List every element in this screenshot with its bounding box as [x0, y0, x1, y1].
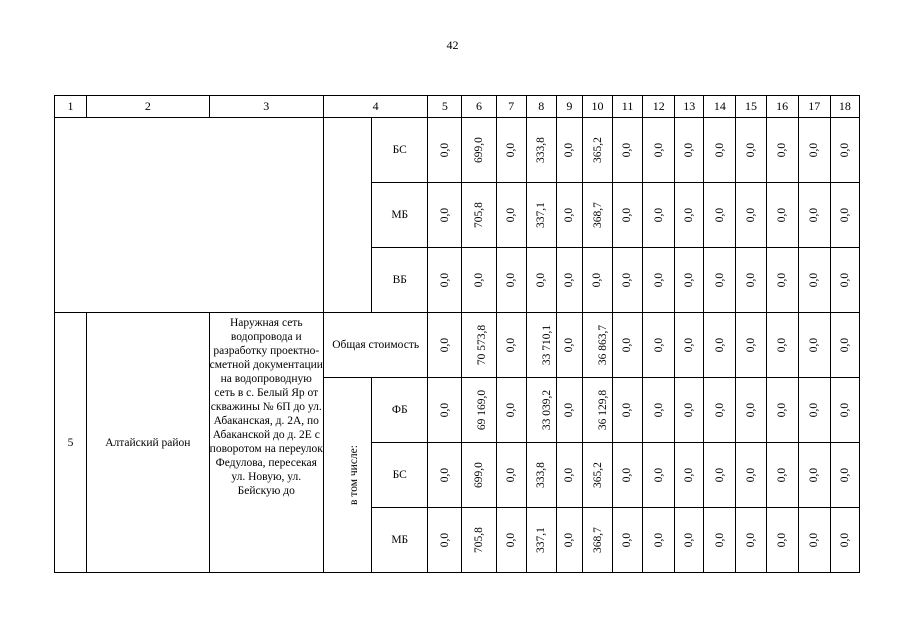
value-cell [643, 248, 675, 313]
value-cell [766, 313, 798, 378]
value-cell [526, 183, 556, 248]
item-number: 5 [55, 313, 87, 573]
value-cell [736, 508, 766, 573]
row-label: БС [372, 118, 428, 183]
cell-value: 0,0 [683, 272, 696, 288]
value-cell [556, 378, 582, 443]
value-cell [526, 313, 556, 378]
cell-value: 0,0 [652, 467, 665, 483]
header-cell: 3 [209, 96, 323, 118]
value-cell [526, 118, 556, 183]
cell-value: 0,0 [745, 467, 757, 483]
value-cell [526, 378, 556, 443]
cell-value: 0,0 [808, 402, 821, 418]
value-cell [675, 508, 704, 573]
cell-value: 0,0 [683, 207, 696, 223]
cell-value: 0,0 [621, 142, 634, 158]
row-label: ВБ [372, 248, 428, 313]
cell-value: 0,0 [838, 142, 851, 158]
value-cell [496, 313, 526, 378]
cell-value: 0,0 [505, 532, 518, 548]
cell-value: 0,0 [808, 142, 821, 158]
value-cell [798, 248, 830, 313]
value-cell [613, 248, 643, 313]
cell-value: 699,0 [473, 137, 486, 163]
value-cell [830, 443, 859, 508]
value-cell [798, 183, 830, 248]
row-label: БС [372, 443, 428, 508]
header-cell: 11 [613, 96, 643, 118]
district-name: Алтайский район [87, 313, 209, 573]
cell-value: 0,0 [505, 272, 518, 288]
cell-value: 368,7 [591, 202, 604, 228]
cell-value: 0,0 [683, 337, 696, 353]
value-cell [798, 378, 830, 443]
value-cell [496, 443, 526, 508]
cell-value: 0,0 [808, 532, 821, 548]
cell-value: 0,0 [713, 272, 726, 288]
value-cell [556, 313, 582, 378]
value-cell [675, 378, 704, 443]
value-cell [613, 313, 643, 378]
cell-value: 0,0 [776, 337, 789, 353]
value-cell [428, 183, 462, 248]
blank-cell [323, 118, 371, 313]
cell-value: 36 863,7 [597, 324, 610, 366]
value-cell [613, 443, 643, 508]
cell-value: 0,0 [808, 207, 821, 223]
cell-value: 0,0 [438, 402, 451, 418]
cell-value: 0,0 [776, 207, 789, 223]
value-cell [582, 443, 612, 508]
cell-value: 0,0 [713, 337, 726, 353]
value-cell [526, 508, 556, 573]
value-cell [582, 508, 612, 573]
value-cell [766, 378, 798, 443]
cell-value: 33 039,2 [540, 389, 553, 431]
cell-value: 0,0 [808, 272, 821, 288]
header-cell: 8 [526, 96, 556, 118]
cell-value: 0,0 [713, 402, 726, 418]
cell-value: 0,0 [683, 467, 696, 483]
value-cell [675, 118, 704, 183]
cell-value: 0,0 [776, 272, 789, 288]
value-cell [736, 378, 766, 443]
value-cell [556, 183, 582, 248]
cell-value: 0,0 [563, 402, 576, 418]
value-cell [798, 508, 830, 573]
value-cell [766, 443, 798, 508]
value-cell [428, 118, 462, 183]
cell-value: 0,0 [563, 467, 576, 483]
value-cell [613, 183, 643, 248]
value-cell [643, 508, 675, 573]
value-cell [462, 378, 496, 443]
value-cell [675, 313, 704, 378]
value-cell [462, 118, 496, 183]
cell-value: 705,8 [473, 202, 486, 228]
cell-value: 0,0 [683, 142, 696, 158]
cell-value: 0,0 [745, 142, 757, 158]
cell-value: 0,0 [438, 207, 451, 223]
cell-value: 0,0 [563, 532, 576, 548]
value-cell [798, 313, 830, 378]
value-cell [428, 313, 462, 378]
cell-value: 0,0 [745, 532, 757, 548]
value-cell [526, 443, 556, 508]
cell-value: 0,0 [563, 142, 576, 158]
cell-value: 0,0 [838, 532, 851, 548]
value-cell [736, 443, 766, 508]
cell-value: 0,0 [838, 272, 851, 288]
header-cell: 2 [87, 96, 209, 118]
cell-value: 0,0 [838, 337, 851, 353]
cell-value: 0,0 [621, 532, 634, 548]
row-label: МБ [372, 183, 428, 248]
value-cell [766, 183, 798, 248]
cell-value: 0,0 [838, 207, 851, 223]
value-cell [613, 118, 643, 183]
cell-value: 333,8 [535, 137, 548, 163]
cell-value: 0,0 [776, 402, 789, 418]
cell-value: 0,0 [713, 142, 726, 158]
cell-value: 0,0 [563, 272, 576, 288]
page-number: 42 [446, 38, 459, 52]
value-cell [526, 248, 556, 313]
cell-value: 0,0 [776, 142, 789, 158]
header-cell: 12 [643, 96, 675, 118]
value-cell [675, 183, 704, 248]
cell-value: 0,0 [438, 142, 451, 158]
value-cell [643, 183, 675, 248]
row-label: Общая стоимость [323, 313, 427, 378]
value-cell [428, 248, 462, 313]
value-cell [643, 443, 675, 508]
value-cell [704, 313, 736, 378]
header-cell: 1 [55, 96, 87, 118]
value-cell [556, 443, 582, 508]
cell-value: 365,2 [591, 137, 604, 163]
cell-value: 0,0 [652, 272, 665, 288]
value-cell [798, 118, 830, 183]
cell-value: 0,0 [713, 467, 726, 483]
cell-value: 0,0 [563, 337, 576, 353]
header-cell: 10 [582, 96, 612, 118]
value-cell [704, 508, 736, 573]
cell-value: 0,0 [713, 532, 726, 548]
value-cell [830, 118, 859, 183]
header-cell: 16 [766, 96, 798, 118]
value-cell [675, 248, 704, 313]
value-cell [462, 508, 496, 573]
cell-value: 0,0 [505, 207, 518, 223]
cell-value: 0,0 [745, 272, 757, 288]
cell-value: 0,0 [438, 467, 451, 483]
cell-value: 0,0 [505, 337, 518, 353]
value-cell [428, 508, 462, 573]
value-cell [462, 248, 496, 313]
value-cell [675, 443, 704, 508]
cell-value: 0,0 [473, 272, 486, 288]
value-cell [496, 248, 526, 313]
cell-value: 365,2 [591, 462, 604, 488]
value-cell [582, 183, 612, 248]
cell-value: 0,0 [505, 467, 518, 483]
cell-value: 0,0 [652, 337, 665, 353]
value-cell [556, 118, 582, 183]
header-cell: 7 [496, 96, 526, 118]
header-cell: 14 [704, 96, 736, 118]
row-label: ФБ [372, 378, 428, 443]
cell-value: 0,0 [438, 272, 451, 288]
header-cell: 13 [675, 96, 704, 118]
header-cell: 17 [798, 96, 830, 118]
cell-value: 0,0 [621, 207, 634, 223]
value-cell [766, 248, 798, 313]
value-cell [613, 378, 643, 443]
value-cell [830, 183, 859, 248]
value-cell [496, 508, 526, 573]
cell-value: 0,0 [745, 402, 757, 418]
cell-value: 0,0 [438, 337, 451, 353]
value-cell [496, 378, 526, 443]
cell-value: 0,0 [438, 532, 451, 548]
value-cell [582, 378, 612, 443]
cell-value: 0,0 [505, 402, 518, 418]
cell-value: 0,0 [808, 467, 821, 483]
cell-value: 0,0 [683, 532, 696, 548]
cell-value: 337,1 [535, 527, 548, 553]
header-row [55, 96, 860, 118]
cell-value: 0,0 [776, 467, 789, 483]
cell-value: 337,1 [535, 202, 548, 228]
cell-value: 0,0 [713, 207, 726, 223]
value-cell [462, 183, 496, 248]
value-cell [704, 248, 736, 313]
header-cell: 5 [428, 96, 462, 118]
cell-value: 0,0 [776, 532, 789, 548]
value-cell [613, 508, 643, 573]
value-cell [736, 118, 766, 183]
value-cell [766, 118, 798, 183]
value-cell [643, 118, 675, 183]
cell-value: 70 573,8 [476, 324, 489, 366]
cell-value: 0,0 [652, 142, 665, 158]
value-cell [704, 183, 736, 248]
value-cell [462, 313, 496, 378]
value-cell [582, 118, 612, 183]
header-cell: 18 [830, 96, 859, 118]
value-cell [643, 313, 675, 378]
cell-value: 0,0 [838, 402, 851, 418]
value-cell [830, 248, 859, 313]
cell-value: 69 169,0 [476, 389, 489, 431]
cell-value: 0,0 [505, 142, 518, 158]
value-cell [582, 248, 612, 313]
cell-value: 0,0 [838, 467, 851, 483]
value-cell [643, 378, 675, 443]
cell-value: 0,0 [591, 272, 604, 288]
cell-value: 0,0 [621, 467, 634, 483]
cell-value: 368,7 [591, 527, 604, 553]
value-cell [556, 248, 582, 313]
including-cell [323, 378, 371, 573]
value-cell [704, 443, 736, 508]
value-cell [830, 313, 859, 378]
cell-value: 0,0 [535, 272, 548, 288]
project-description: Наружная сеть водопровода и разработку проектно-сметной документации на водопроводную сеть в с. Белый Яр от скважины № 6П до ул. Абаканская, д. 2А, по Абаканской до д. 2Е с поворотом на переулок Федулова, пересекая ул. Новую, ул. Бейскую до [209, 313, 323, 573]
cell-value: 0,0 [808, 337, 821, 353]
header-cell: 9 [556, 96, 582, 118]
blank-cell [55, 118, 324, 313]
budget-table [54, 95, 860, 573]
table-row [55, 313, 860, 378]
value-cell [736, 248, 766, 313]
cell-value: 0,0 [563, 207, 576, 223]
cell-value: 0,0 [621, 272, 634, 288]
value-cell [496, 118, 526, 183]
value-cell [704, 118, 736, 183]
cell-value: 0,0 [683, 402, 696, 418]
value-cell [496, 183, 526, 248]
cell-value: 0,0 [652, 532, 665, 548]
cell-value: 699,0 [473, 462, 486, 488]
value-cell [556, 508, 582, 573]
value-cell [798, 443, 830, 508]
value-cell [582, 313, 612, 378]
cell-value: 33 710,1 [540, 324, 553, 366]
row-label: МБ [372, 508, 428, 573]
value-cell [462, 443, 496, 508]
including-label: в том числе: [347, 445, 360, 505]
value-cell [428, 378, 462, 443]
table-row [55, 118, 860, 183]
cell-value: 0,0 [621, 402, 634, 418]
header-cell: 15 [736, 96, 766, 118]
cell-value: 0,0 [652, 207, 665, 223]
cell-value: 36 129,8 [597, 389, 610, 431]
value-cell [766, 508, 798, 573]
cell-value: 0,0 [652, 402, 665, 418]
value-cell [830, 508, 859, 573]
cell-value: 333,8 [535, 462, 548, 488]
cell-value: 0,0 [745, 207, 757, 223]
value-cell [830, 378, 859, 443]
value-cell [736, 313, 766, 378]
value-cell [704, 378, 736, 443]
value-cell [736, 183, 766, 248]
header-cell: 6 [462, 96, 496, 118]
header-cell: 4 [323, 96, 427, 118]
cell-value: 0,0 [745, 337, 757, 353]
cell-value: 705,8 [473, 527, 486, 553]
cell-value: 0,0 [621, 337, 634, 353]
value-cell [428, 443, 462, 508]
